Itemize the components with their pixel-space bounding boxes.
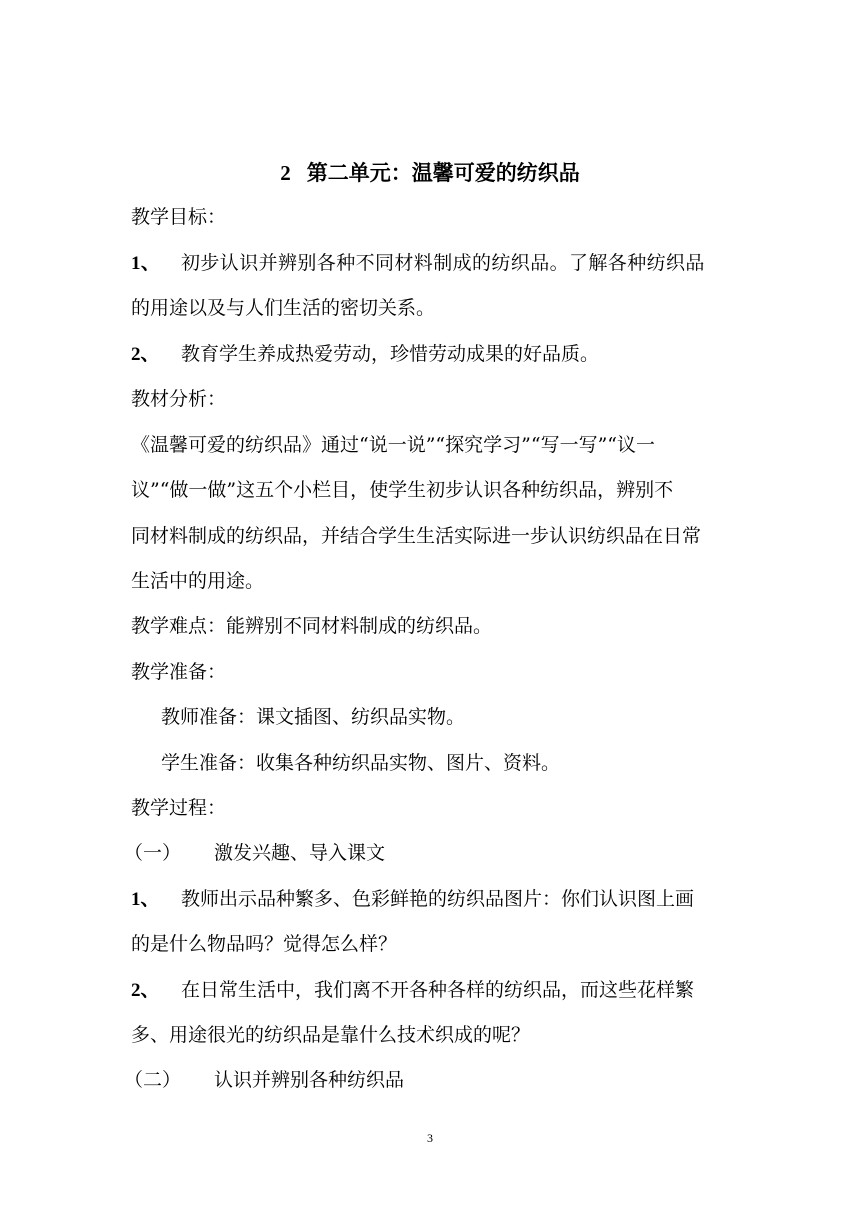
point-1-number: 1、 [131, 889, 160, 910]
title-text: 第二单元：温馨可爱的纺织品 [306, 160, 580, 185]
goal-1-number: 1、 [131, 253, 161, 274]
analysis-heading: 教材分析： [131, 388, 227, 410]
point-1-line-2: 的是什么物品吗？觉得怎么样？ [131, 933, 398, 955]
goals-heading: 教学目标： [131, 206, 227, 228]
analysis-line-4: 生活中的用途。 [131, 570, 265, 592]
analysis-line-1: 《温馨可爱的纺织品》通过“说一说”“探究学习”“写一写”“议一 [131, 434, 655, 456]
analysis-line-3: 同材料制成的纺织品，并结合学生生活实际进一步认识纺织品在日常 [131, 525, 702, 547]
analysis-line-2: 议”“做一做”这五个小栏目，使学生初步认识各种纺织品，辨别不 [131, 479, 674, 501]
process-heading: 教学过程： [131, 797, 227, 819]
point-1-line-1: 1、 教师出示品种繁多、色彩鲜艳的纺织品图片：你们认识图上画 [131, 888, 695, 910]
prep-heading: 教学准备： [131, 661, 227, 683]
goal-2-number: 2、 [131, 344, 160, 365]
prep-teacher: 教师准备：课文插图、纺织品实物。 [161, 706, 466, 728]
title-number: 2 [280, 161, 291, 185]
document-title [0, 160, 860, 186]
section-2-heading: （二） 认识并辨别各种纺织品 [124, 1069, 405, 1091]
page-number: 3 [427, 1131, 433, 1145]
section-2-number: （二） [124, 1069, 182, 1091]
difficulty-line: 教学难点：能辨别不同材料制成的纺织品。 [131, 615, 493, 637]
prep-student: 学生准备：收集各种纺织品实物、图片、资料。 [161, 752, 561, 774]
point-2-line-1: 2、 在日常生活中，我们离不开各种各样的纺织品，而这些花样繁 [131, 979, 695, 1001]
goal-2-line: 2、 教育学生养成热爱劳动，珍惜劳动成果的好品质。 [131, 343, 600, 365]
goal-1-line-1: 1、 初步认识并辨别各种不同材料制成的纺织品。了解各种纺织品 [131, 252, 705, 274]
section-1-number: （一） [124, 842, 182, 864]
section-1-heading: （一） 激发兴趣、导入课文 [124, 842, 386, 864]
point-2-number: 2、 [131, 980, 160, 1001]
goal-1-line-2: 的用途以及与人们生活的密切关系。 [131, 297, 436, 319]
point-2-line-2: 多、用途很光的纺织品是靠什么技术织成的呢？ [131, 1024, 531, 1046]
